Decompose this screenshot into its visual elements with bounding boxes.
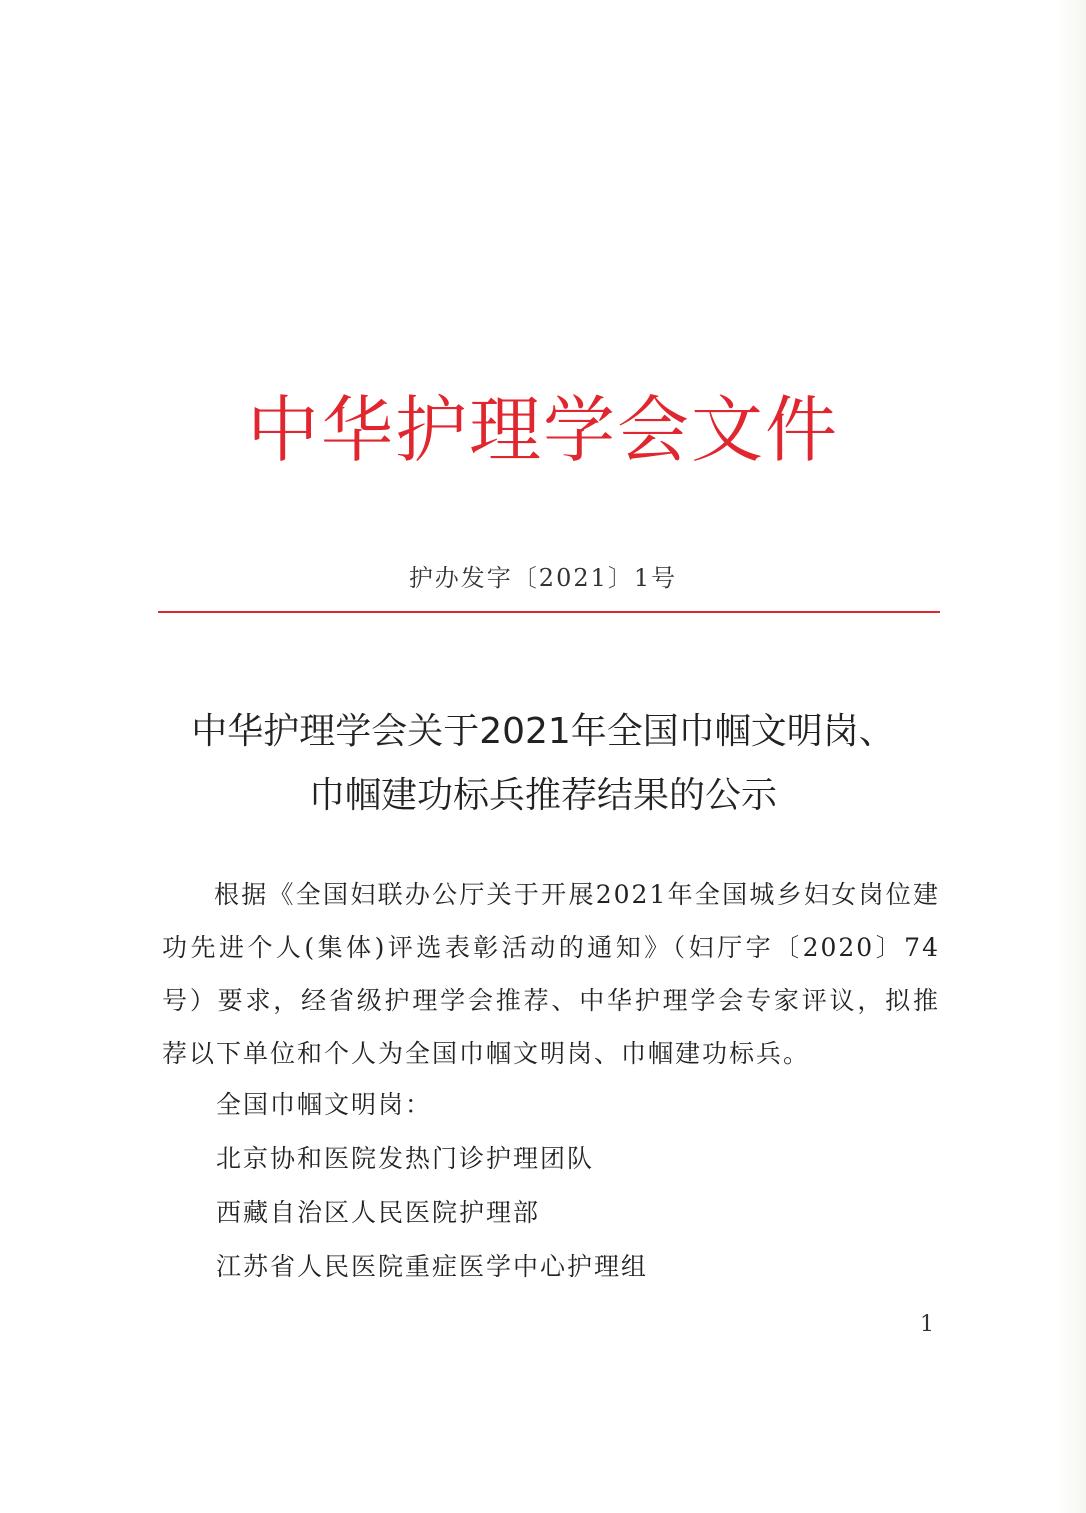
notice-title-line-2: 巾帼建功标兵推荐结果的公示 [308,775,777,816]
list-heading: 全国巾帼文明岗： [216,1090,433,1119]
notice-title-line-1: 中华护理学会关于2021年全国巾帼文明岗、 [191,711,895,752]
scan-edge-shadow [1058,0,1086,1513]
issuer-header-title: 中华护理学会文件 [246,388,839,472]
list-item: 西藏自治区人民医院护理部 [216,1198,541,1227]
red-divider-line [158,611,940,613]
document-number: 护办发字〔2021〕1号 [408,564,678,592]
page-number: 1 [920,1312,934,1337]
list-item: 江苏省人民医院重症医学中心护理组 [216,1252,649,1281]
body-paragraph: 根据《全国妇联办公厅关于开展2021年全国城乡妇女岗位建功先进个人(集体)评选表彰活动的通知》（妇厅字〔2020〕74号）要求，经省级护理学会推荐、中华护理学会专家评议，拟推荐以下单位和个人为全国巾帼文明岗、巾帼建功标兵。 [162,880,940,1068]
notice-title [120,700,966,828]
unit-list [216,1078,916,1294]
list-item: 北京协和医院发热门诊护理团队 [216,1144,595,1173]
